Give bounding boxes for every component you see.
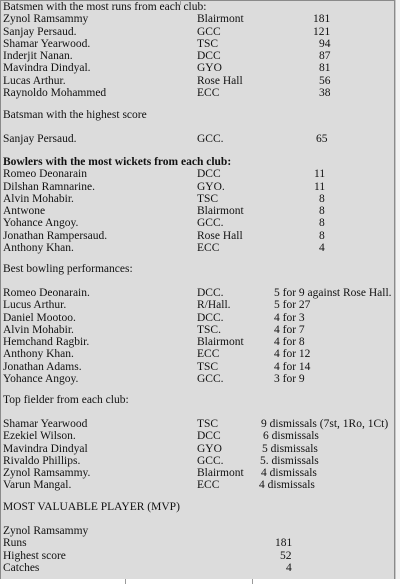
player-name: Romeo Deonarain [3, 168, 87, 181]
wickets-value: 11 [314, 168, 326, 181]
stat-label: Runs [3, 537, 27, 550]
club-name: TSC. [197, 323, 221, 336]
table-row [3, 336, 391, 348]
table-row [3, 361, 391, 373]
table-row [3, 287, 391, 299]
runs-value: 38 [319, 87, 331, 100]
runs-value: 56 [319, 74, 331, 87]
dismissals-value: 4 dismissals [261, 467, 317, 480]
club-name: Blairmont [197, 336, 244, 349]
figures-value: 4 for 14 [274, 360, 311, 373]
club-name: TSC [197, 360, 219, 373]
table-row [3, 26, 391, 38]
dismissals-value: 6 dismissals [263, 430, 319, 443]
stat-value: 181 [275, 537, 293, 550]
club-name: ECC [197, 348, 220, 361]
club-name: TSC [197, 418, 219, 430]
runs-value: 94 [319, 37, 331, 50]
wickets-value: 8 [319, 229, 325, 242]
best-bowling-rows [3, 287, 391, 385]
column-divider [252, 579, 253, 584]
club-name: Rose Hall [197, 74, 243, 87]
table-row [3, 537, 391, 549]
table-row [3, 205, 391, 217]
player-name: Anthony Khan. [3, 242, 74, 255]
runs-value: 87 [319, 50, 331, 63]
column-divider [125, 579, 126, 584]
runs-value: 121 [313, 25, 331, 38]
club-name: Blairmont [197, 205, 244, 218]
table-row [3, 373, 391, 385]
player-name: Shamar Yearwood [3, 418, 88, 430]
table-row [3, 50, 391, 62]
table-row [3, 193, 391, 205]
table-row [3, 562, 391, 574]
club-name: TSC [197, 192, 219, 205]
player-name: Romeo Deonarain. [3, 287, 90, 299]
stat-value: 52 [280, 549, 292, 562]
table-row [3, 168, 391, 180]
player-name: Sanjay Persaud. [3, 133, 77, 145]
table-row [3, 181, 391, 193]
club-name: Rose Hall [197, 229, 243, 242]
top-fielder-section [3, 394, 391, 406]
table-row [3, 418, 391, 430]
table-row [3, 348, 391, 360]
club-name: Blairmont [197, 13, 244, 26]
stat-label: Highest score [3, 549, 66, 562]
figures-value: 4 for 3 [274, 311, 305, 324]
table-row [3, 455, 391, 467]
club-name: ECC [197, 87, 220, 100]
player-name: Yohance Angoy. [3, 373, 79, 386]
club-name: DCC. [197, 311, 224, 324]
section-heading: Batsman with the highest score [3, 109, 147, 121]
club-name: R/Hall. [197, 299, 231, 312]
mvp-details [3, 525, 391, 574]
mvp-player-name: Zynol Ramsammy [3, 525, 89, 537]
table-row [3, 75, 391, 87]
most-runs-section [3, 1, 391, 99]
player-name: Anthony Khan. [3, 348, 74, 361]
section-heading: Bowlers with the most wickets from each club: [3, 156, 232, 168]
player-name: Mavindra Dindyal [3, 442, 88, 455]
club-name: TSC [197, 37, 219, 50]
highest-score-section [3, 109, 391, 121]
player-name: Antwone [3, 205, 46, 218]
club-name: GCC. [197, 217, 224, 230]
wickets-value: 4 [319, 242, 325, 255]
club-name: GCC. [197, 373, 224, 386]
club-name: GYO [197, 62, 222, 75]
player-name: Raynoldo Mohammed [3, 87, 107, 100]
club-name: Blairmont [197, 467, 244, 480]
club-name: GYO. [197, 180, 225, 193]
runs-value: 181 [313, 13, 331, 26]
table-row [3, 230, 391, 242]
player-name: Daniel Mootoo. [3, 311, 76, 324]
club-name: GYO [197, 442, 222, 455]
table-row [3, 467, 391, 479]
player-name: Rivaldo Phillips. [3, 454, 81, 467]
figures-value: 4 for 8 [274, 336, 305, 349]
highest-score-row [3, 133, 391, 145]
club-name: DCC. [197, 287, 224, 299]
table-row [3, 13, 391, 25]
club-name: GCC [197, 25, 221, 38]
player-name: Jonathan Rampersaud. [3, 229, 108, 242]
most-wickets-section [3, 156, 391, 254]
player-name: Lucus Arthur. [3, 299, 67, 312]
table-row [3, 430, 391, 442]
dismissals-value: 5 dismissals [262, 442, 318, 455]
section-heading: Best bowling performances: [3, 263, 133, 275]
player-name: Shamar Yearwood. [3, 37, 91, 50]
table-row [3, 38, 391, 50]
figures-value: 4 for 7 [274, 323, 305, 336]
table-row [3, 299, 391, 311]
section-heading: Batsmen with the most runs from each club: [3, 1, 207, 13]
score-value: 65 [316, 133, 328, 145]
table-row [3, 550, 391, 562]
player-name: Alvin Mohabir. [3, 323, 74, 336]
player-name: Inderjit Nanan. [3, 50, 73, 63]
player-name: Yohance Angoy. [3, 217, 79, 230]
player-name: Sanjay Persaud. [3, 25, 77, 38]
player-name: Dilshan Ramnarine. [3, 180, 95, 193]
table-row [3, 87, 391, 99]
section-heading: Top fielder from each club: [3, 394, 129, 406]
club-name: DCC [197, 168, 221, 181]
top-fielder-rows [3, 418, 391, 492]
club-name: GCC. [197, 133, 224, 145]
club-name: GCC. [197, 454, 224, 467]
stat-label: Catches [3, 561, 40, 574]
club-name: DCC [197, 50, 221, 63]
wickets-value: 8 [319, 205, 325, 218]
player-name: Varun Mangal. [3, 479, 72, 492]
figures-value: 5 for 9 against Rose Hall. [274, 287, 392, 299]
mvp-section [3, 501, 391, 513]
figures-value: 3 for 9 [274, 373, 305, 386]
dismissals-value: 4 dismissals [259, 479, 315, 492]
table-row [3, 324, 391, 336]
best-bowling-section [3, 263, 391, 275]
player-name: Zynol Ramsammy [3, 13, 89, 26]
dismissals-value: 5. dismissals [260, 454, 319, 467]
wickets-value: 8 [319, 192, 325, 205]
club-name: DCC [197, 430, 221, 443]
table-row [3, 133, 391, 145]
table-row [3, 479, 391, 491]
player-name: Zynol Ramsammy. [3, 467, 91, 480]
table-row [3, 242, 391, 254]
page-bottom-strip [0, 579, 402, 584]
player-name: Hemchand Ragbir. [3, 336, 90, 349]
club-name: ECC [197, 242, 220, 255]
wickets-value: 8 [319, 217, 325, 230]
player-name: Jonathan Adams. [3, 360, 82, 373]
section-heading: MOST VALUABLE PLAYER (MVP) [3, 501, 180, 513]
player-name: Alvin Mohabir. [3, 192, 74, 205]
scrollbar-edge[interactable] [395, 0, 400, 584]
table-row [3, 312, 391, 324]
table-row [3, 443, 391, 455]
table-row [3, 217, 391, 229]
player-name: Ezekiel Wilson. [3, 430, 76, 443]
runs-value: 81 [319, 62, 331, 75]
stat-value: 4 [286, 561, 292, 574]
figures-value: 4 for 12 [274, 348, 311, 361]
table-row [3, 62, 391, 74]
player-name: Lucas Arthur. [3, 74, 66, 87]
wickets-value: 11 [314, 180, 326, 193]
player-name: Mavindra Dindyal. [3, 62, 91, 75]
club-name: ECC [197, 479, 220, 492]
figures-value: 5 for 27 [274, 299, 311, 312]
dismissals-value: 9 dismissals (7st, 1Ro, 1Ct) [261, 418, 389, 430]
